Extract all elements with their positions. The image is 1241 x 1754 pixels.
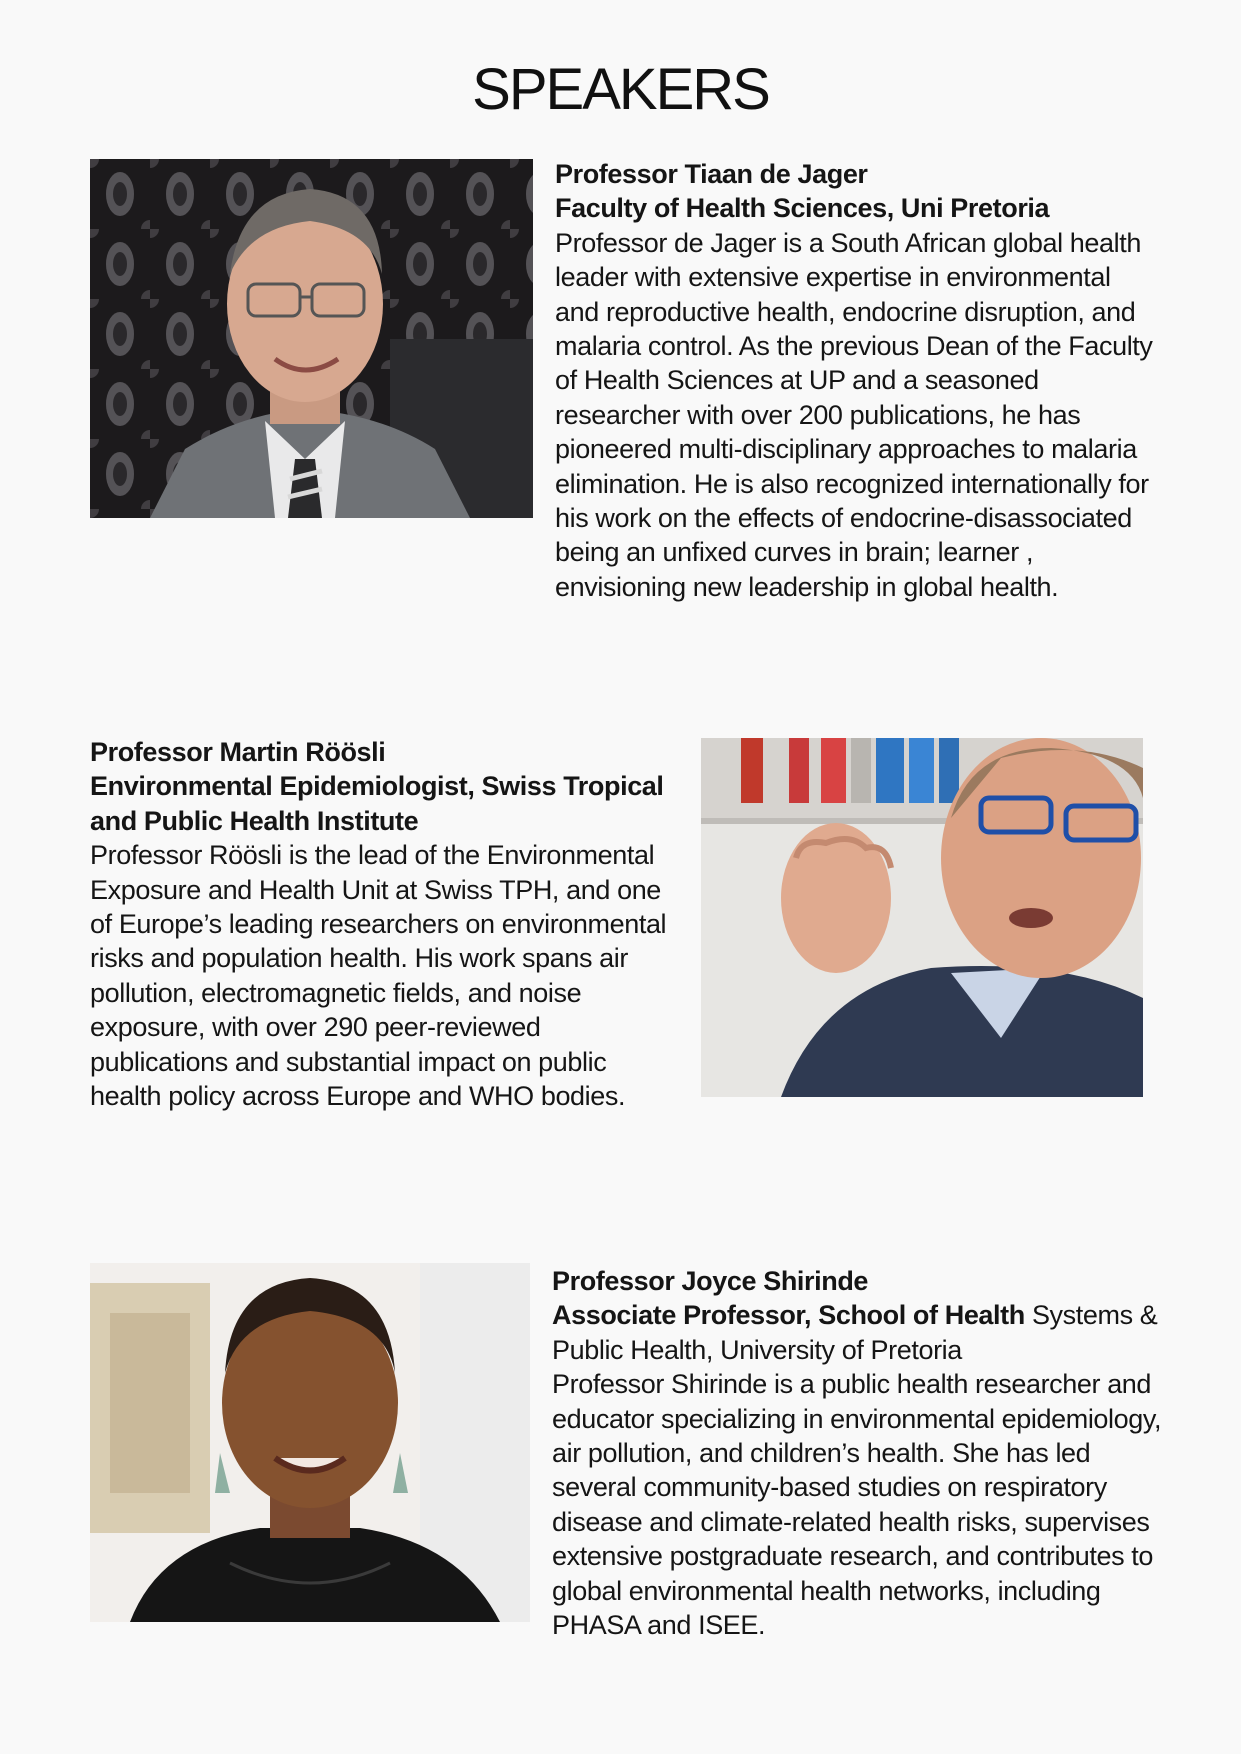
speaker-role [552,1298,1162,1367]
portrait-photo-icon [90,159,533,518]
speaker-role-bold: Associate Professor, School of Health [552,1300,1025,1331]
speaker-photo-de-jager [90,159,533,518]
speaker-name: Professor Joyce Shirinde [552,1266,869,1296]
speaker-description: Professor Röösli is the lead of the Environmental Exposure and Health Unit at Swiss TPH, and one of Europe’s leading researchers on environmental risks and population health. His work spans air pollution, electromagnetic fields, and noise exposure, with over 290 peer-reviewed publications and substantial impact on public health policy across Europe and WHO bodies. [90,840,667,1112]
portrait-photo-icon [90,1263,530,1622]
speaker-photo-shirinde [90,1263,530,1622]
speaker-role: Environmental Epidemiologist, Swiss Tropical and Public Health Institute [90,771,664,836]
portrait-photo-icon [701,738,1143,1097]
speaker-name: Professor Tiaan de Jager [555,159,868,189]
speaker-photo-roosli [701,738,1143,1097]
speaker-role-rest: Systems & Public Health, University of Pretoria [552,1300,1158,1365]
speaker-name: Professor Martin Röösli [90,737,386,767]
speaker-bio-roosli [90,735,680,1113]
speaker-description: Professor de Jager is a South African global health leader with extensive expertise in environmental and reproductive health, endocrine disruption, and malaria control. As the previous Dean of the Faculty of Health Sciences at UP and a seasoned researcher with over 200 publications, he has pioneered multi-disciplinary approaches to malaria elimination. He is also recognized internationally for his work on the effects of endocrine-disassociated being an unfixed curves in brain; learner , envisioning new leadership in global health. [555,227,1153,602]
speaker-bio-de-jager [555,157,1155,604]
speaker-description: Professor Shirinde is a public health researcher and educator specializing in environmental epidemiology, air pollution, and children’s health. She has led several community-based studies on respiratory disease and climate-related health risks, supervises extensive postgraduate research, and contributes to global environmental health networks, including PHASA and ISEE. [552,1369,1162,1641]
speaker-bio-shirinde [552,1264,1162,1642]
page-title: SPEAKERS [472,57,769,122]
speaker-role: Faculty of Health Sciences, Uni Pretoria [555,193,1050,224]
